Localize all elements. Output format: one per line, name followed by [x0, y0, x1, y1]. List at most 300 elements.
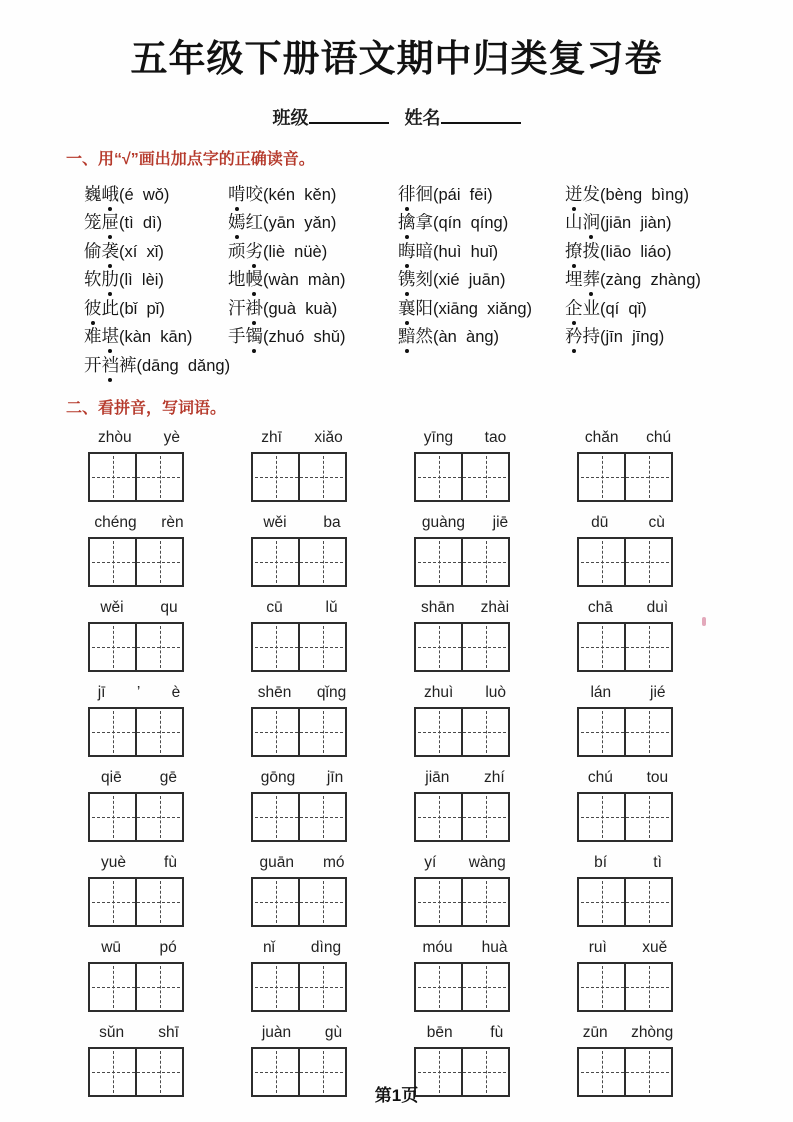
pinyin-syllable: qu	[160, 598, 178, 616]
writing-square	[300, 794, 345, 840]
char: 难	[84, 326, 102, 347]
pinyin-options: (xí xǐ)	[119, 242, 164, 261]
char: 然	[415, 326, 433, 347]
pinyin-syllable: rèn	[161, 513, 184, 531]
writing-square	[416, 879, 463, 925]
pinyin-options: (liāo liáo)	[600, 242, 672, 261]
writing-box	[251, 537, 347, 587]
pinyin-cell	[414, 938, 577, 1012]
pinyin-row	[88, 513, 793, 587]
pinyin-syllable: jīn	[326, 768, 344, 786]
pinyin-syllable: mó	[322, 853, 345, 871]
dotted-char: 晦	[398, 238, 416, 263]
writing-box	[577, 877, 673, 927]
writing-square	[463, 879, 508, 925]
writing-box	[414, 877, 510, 927]
dotted-char: 屉	[102, 209, 120, 234]
pinyin-label	[408, 683, 522, 702]
pinyin-syllable: è	[171, 683, 181, 701]
pinyin-label	[408, 853, 522, 872]
pinyin-cell	[414, 428, 577, 502]
pinyin-syllable: yīng	[423, 428, 454, 446]
pinyin-options: (zàng zhàng)	[600, 271, 701, 290]
char: 开	[84, 354, 102, 375]
pinyin-syllable: zhài	[480, 598, 510, 616]
pinyin-label	[408, 598, 522, 617]
writing-box	[88, 877, 184, 927]
pinyin-row	[88, 683, 793, 757]
writing-square	[253, 964, 300, 1010]
writing-square	[90, 709, 137, 755]
pinyin-cell	[414, 853, 577, 927]
writing-square	[626, 709, 671, 755]
pinyin-syllable: chú	[646, 428, 672, 446]
pinyin-label	[82, 1023, 196, 1042]
char: 裤	[119, 354, 137, 375]
scan-artifact	[702, 617, 706, 626]
word-item	[565, 295, 793, 320]
writing-square	[416, 964, 463, 1010]
writing-square	[300, 624, 345, 670]
dotted-char: 堪	[102, 323, 120, 348]
name-blank-line	[441, 104, 521, 124]
pinyin-syllable: cù	[648, 513, 665, 531]
writing-square	[626, 794, 671, 840]
word-item	[565, 238, 793, 263]
pinyin-options: (pái fēi)	[433, 185, 493, 204]
pinyin-cell	[577, 768, 740, 842]
pinyin-syllable: gē	[159, 768, 177, 786]
writing-square	[253, 794, 300, 840]
pinyin-label	[245, 768, 359, 787]
writing-box	[414, 622, 510, 672]
char: 地	[228, 269, 246, 290]
pinyin-options: (tì dì)	[119, 214, 163, 233]
pinyin-syllable: lǔ	[325, 598, 338, 616]
pinyin-options: (liè nüè)	[263, 242, 328, 261]
writing-square	[90, 539, 137, 585]
pinyin-syllable: duì	[646, 598, 669, 616]
pinyin-syllable: xiǎo	[314, 428, 343, 446]
pinyin-syllable: chú	[587, 768, 613, 786]
pinyin-syllable: zhuì	[424, 683, 454, 701]
writing-box	[414, 707, 510, 757]
pinyin-syllable: tou	[646, 768, 669, 786]
pinyin-syllable: dū	[591, 513, 609, 531]
char: 软	[84, 269, 102, 290]
writing-box	[414, 452, 510, 502]
pinyin-cell	[88, 938, 251, 1012]
pinyin-cell	[414, 598, 577, 672]
dotted-char: 镌	[398, 266, 416, 291]
pinyin-label	[82, 683, 196, 702]
pinyin-options: (bǐ pǐ)	[119, 299, 165, 318]
pinyin-cell	[251, 768, 414, 842]
writing-box	[88, 707, 184, 757]
writing-square	[626, 539, 671, 585]
pinyin-cell	[577, 938, 740, 1012]
writing-square	[253, 624, 300, 670]
pinyin-syllable: xuě	[642, 938, 668, 956]
writing-square	[253, 454, 300, 500]
pinyin-cell	[251, 938, 414, 1012]
dotted-char: 啃	[228, 181, 246, 206]
pinyin-label	[245, 938, 359, 957]
pinyin-label	[571, 768, 685, 787]
writing-box	[414, 962, 510, 1012]
pinyin-cell	[577, 513, 740, 587]
char: 顽	[228, 240, 246, 261]
word-item	[84, 352, 231, 377]
pinyin-label	[82, 853, 196, 872]
writing-box	[577, 537, 673, 587]
dotted-char: 幔	[246, 266, 264, 291]
page-number: 第1页	[374, 1086, 419, 1105]
pinyin-row	[88, 598, 793, 672]
char: 汗	[228, 297, 246, 318]
pinyin-syllable: shī	[158, 1023, 179, 1041]
pinyin-label	[408, 428, 522, 447]
writing-square	[463, 624, 508, 670]
pinyin-syllable: zhī	[261, 428, 282, 446]
writing-box	[251, 877, 347, 927]
pinyin-cell	[414, 683, 577, 757]
writing-square	[626, 964, 671, 1010]
word-row	[84, 265, 793, 294]
pinyin-cell	[414, 513, 577, 587]
pinyin-syllable: nǐ	[262, 938, 276, 956]
char: 刻	[415, 269, 433, 290]
writing-square	[463, 794, 508, 840]
word-item	[565, 209, 793, 234]
pinyin-label	[82, 428, 196, 447]
pinyin-syllable: ruì	[588, 938, 607, 956]
pinyin-label	[408, 513, 522, 532]
writing-square	[579, 709, 626, 755]
pinyin-syllable: zūn	[582, 1023, 608, 1041]
pinyin-options: (jīn jīng)	[600, 328, 665, 347]
word-item	[84, 181, 228, 206]
writing-square	[137, 454, 182, 500]
word-item	[398, 295, 565, 320]
writing-square	[579, 794, 626, 840]
pinyin-label	[82, 513, 196, 532]
class-label: 班级	[272, 108, 309, 128]
dotted-char: 涧	[583, 209, 601, 234]
pinyin-options: (xiāng xiǎng)	[433, 299, 533, 318]
pinyin-syllable: wěi	[263, 513, 287, 531]
pinyin-syllable: shēn	[257, 683, 292, 701]
page-title: 五年级下册语文期中归类复习卷	[130, 38, 663, 79]
writing-box	[88, 622, 184, 672]
dotted-char: 肋	[102, 266, 120, 291]
word-item	[84, 209, 228, 234]
char: 手	[228, 326, 246, 347]
word-item	[228, 295, 398, 320]
writing-box	[414, 537, 510, 587]
pinyin-cell	[251, 598, 414, 672]
writing-box	[251, 962, 347, 1012]
word-item	[565, 266, 793, 291]
pinyin-options: (zhuó shǔ)	[263, 328, 346, 347]
dotted-char: 镯	[246, 323, 264, 348]
pinyin-cell	[577, 853, 740, 927]
pinyin-options: (guà kuà)	[263, 299, 338, 318]
pinyin-syllable: sǔn	[99, 1023, 125, 1041]
char: 拨	[582, 240, 600, 261]
word-item	[398, 238, 565, 263]
pinyin-syllable: pó	[159, 938, 177, 956]
dotted-char: 袭	[102, 238, 120, 263]
word-item	[398, 209, 565, 234]
writing-square	[463, 454, 508, 500]
pinyin-options: (dāng dǎng)	[136, 356, 231, 375]
pinyin-label	[408, 768, 522, 787]
word-row	[84, 208, 793, 237]
pinyin-label	[245, 428, 359, 447]
pinyin-label	[571, 428, 685, 447]
pinyin-label	[245, 853, 359, 872]
pinyin-label	[245, 513, 359, 532]
pinyin-row	[88, 853, 793, 927]
pinyin-syllable: gù	[324, 1023, 343, 1041]
pinyin-syllable: zhòu	[98, 428, 132, 446]
writing-square	[300, 709, 345, 755]
pinyin-syllable: dìng	[310, 938, 342, 956]
section2-grid	[88, 428, 793, 1097]
writing-box	[251, 792, 347, 842]
writing-square	[579, 879, 626, 925]
pinyin-syllable: luò	[485, 683, 506, 701]
pinyin-options: (jiān jiàn)	[600, 214, 672, 233]
char: 持	[582, 326, 600, 347]
writing-box	[251, 622, 347, 672]
pinyin-syllable: guān	[259, 853, 294, 871]
writing-square	[463, 964, 508, 1010]
writing-square	[463, 539, 508, 585]
dotted-char: 企	[565, 295, 583, 320]
word-item	[84, 323, 228, 348]
pinyin-syllable: wàng	[468, 853, 506, 871]
word-item	[228, 209, 398, 234]
writing-square	[579, 539, 626, 585]
writing-square	[300, 964, 345, 1010]
pinyin-syllable: cū	[266, 598, 283, 616]
pinyin-label	[571, 853, 685, 872]
pinyin-options: (é wǒ)	[119, 185, 170, 204]
pinyin-label	[408, 938, 522, 957]
pinyin-label	[571, 938, 685, 957]
writing-square	[626, 454, 671, 500]
writing-square	[300, 879, 345, 925]
pinyin-label	[245, 1023, 359, 1042]
pinyin-cell	[577, 683, 740, 757]
writing-square	[90, 454, 137, 500]
char: 埋	[565, 269, 583, 290]
writing-square	[90, 794, 137, 840]
pinyin-syllable: ’	[136, 683, 141, 701]
writing-square	[137, 879, 182, 925]
writing-square	[253, 709, 300, 755]
char: 笼	[84, 212, 102, 233]
pinyin-row	[88, 428, 793, 502]
dotted-char: 劣	[246, 238, 264, 263]
pinyin-label	[408, 1023, 522, 1042]
writing-square	[416, 794, 463, 840]
word-item	[398, 181, 565, 206]
pinyin-label	[571, 683, 685, 702]
pinyin-row	[88, 768, 793, 842]
writing-box	[251, 707, 347, 757]
word-row	[84, 179, 793, 208]
char: 山	[565, 212, 583, 233]
pinyin-label	[82, 938, 196, 957]
pinyin-label	[245, 683, 359, 702]
class-blank-line	[309, 104, 389, 124]
pinyin-cell	[88, 513, 251, 587]
word-item	[398, 266, 565, 291]
char: 阳	[415, 297, 433, 318]
dotted-char: 峨	[102, 181, 120, 206]
pinyin-syllable: fù	[164, 853, 177, 871]
pinyin-syllable: fù	[490, 1023, 504, 1041]
pinyin-syllable: huà	[481, 938, 508, 956]
pinyin-options: (huì huǐ)	[433, 242, 499, 261]
pinyin-syllable: zhí	[484, 768, 505, 786]
writing-square	[416, 539, 463, 585]
writing-box	[414, 792, 510, 842]
pinyin-options: (xié juān)	[433, 271, 506, 290]
writing-square	[137, 794, 182, 840]
section1-words	[84, 179, 793, 379]
pinyin-syllable: móu	[422, 938, 453, 956]
pinyin-label	[245, 598, 359, 617]
pinyin-syllable: lán	[590, 683, 612, 701]
pinyin-syllable: guàng	[421, 513, 465, 531]
word-row	[84, 293, 793, 322]
pinyin-options: (àn àng)	[433, 328, 500, 347]
writing-square	[463, 709, 508, 755]
writing-box	[88, 452, 184, 502]
dotted-char: 嫣	[228, 209, 246, 234]
pinyin-options: (bèng bìng)	[600, 185, 689, 204]
char: 徊	[415, 183, 433, 204]
pinyin-syllable: jiān	[425, 768, 450, 786]
pinyin-syllable: tao	[484, 428, 507, 446]
word-item	[84, 266, 228, 291]
writing-square	[137, 964, 182, 1010]
writing-square	[626, 624, 671, 670]
char: 暗	[415, 240, 433, 261]
pinyin-syllable: qǐng	[316, 683, 347, 701]
pinyin-label	[82, 768, 196, 787]
pinyin-options: (kàn kān)	[119, 328, 193, 347]
writing-square	[579, 454, 626, 500]
writing-square	[137, 709, 182, 755]
pinyin-syllable: juàn	[261, 1023, 292, 1041]
pinyin-options: (qí qǐ)	[600, 299, 647, 318]
writing-square	[300, 539, 345, 585]
word-item	[565, 181, 793, 206]
writing-square	[300, 454, 345, 500]
dotted-char: 裆	[102, 352, 120, 377]
writing-box	[88, 962, 184, 1012]
pinyin-syllable: yuè	[101, 853, 127, 871]
writing-square	[416, 624, 463, 670]
writing-square	[90, 964, 137, 1010]
writing-box	[88, 792, 184, 842]
dotted-char: 葬	[583, 266, 601, 291]
dotted-char: 徘	[398, 181, 416, 206]
writing-square	[90, 879, 137, 925]
word-item	[565, 323, 793, 348]
dotted-char: 迸	[565, 181, 583, 206]
writing-square	[137, 539, 182, 585]
dotted-char: 襄	[398, 295, 416, 320]
word-row	[84, 236, 793, 265]
pinyin-options: (lì lèi)	[119, 271, 164, 290]
pinyin-syllable: chā	[587, 598, 613, 616]
word-row	[84, 350, 793, 379]
dotted-char: 擒	[398, 209, 416, 234]
writing-square	[416, 454, 463, 500]
pinyin-cell	[251, 683, 414, 757]
pinyin-label	[571, 513, 685, 532]
word-item	[228, 323, 398, 348]
word-item	[228, 238, 398, 263]
writing-square	[253, 879, 300, 925]
name-label: 姓名	[404, 108, 441, 128]
pinyin-syllable: shān	[420, 598, 455, 616]
word-item	[228, 181, 398, 206]
writing-box	[88, 537, 184, 587]
writing-square	[579, 624, 626, 670]
pinyin-syllable: chǎn	[584, 428, 619, 446]
dotted-char: 矜	[565, 323, 583, 348]
pinyin-cell	[251, 428, 414, 502]
pinyin-cell	[88, 428, 251, 502]
word-row	[84, 322, 793, 351]
writing-box	[251, 452, 347, 502]
pinyin-cell	[577, 598, 740, 672]
writing-square	[416, 709, 463, 755]
writing-square	[253, 539, 300, 585]
word-item	[84, 295, 228, 320]
pinyin-syllable: bēn	[426, 1023, 453, 1041]
word-item	[228, 266, 398, 291]
pinyin-syllable: jié	[650, 683, 666, 701]
pinyin-syllable: tì	[653, 853, 662, 871]
char: 发	[582, 183, 600, 204]
char: 咬	[245, 183, 263, 204]
pinyin-cell	[88, 598, 251, 672]
writing-square	[579, 964, 626, 1010]
writing-box	[577, 792, 673, 842]
pinyin-cell	[577, 428, 740, 502]
dotted-char: 黯	[398, 323, 416, 348]
word-item	[398, 323, 565, 348]
pinyin-options: (kén kěn)	[263, 185, 337, 204]
char: 巍	[84, 183, 102, 204]
pinyin-syllable: bí	[594, 853, 608, 871]
dotted-char: 撩	[565, 238, 583, 263]
writing-box	[577, 452, 673, 502]
char: 拿	[415, 212, 433, 233]
section2-heading: 二、看拼音，写词语。	[66, 399, 227, 417]
pinyin-syllable: yè	[163, 428, 180, 446]
pinyin-options: (wàn màn)	[263, 271, 346, 290]
pinyin-cell	[88, 768, 251, 842]
